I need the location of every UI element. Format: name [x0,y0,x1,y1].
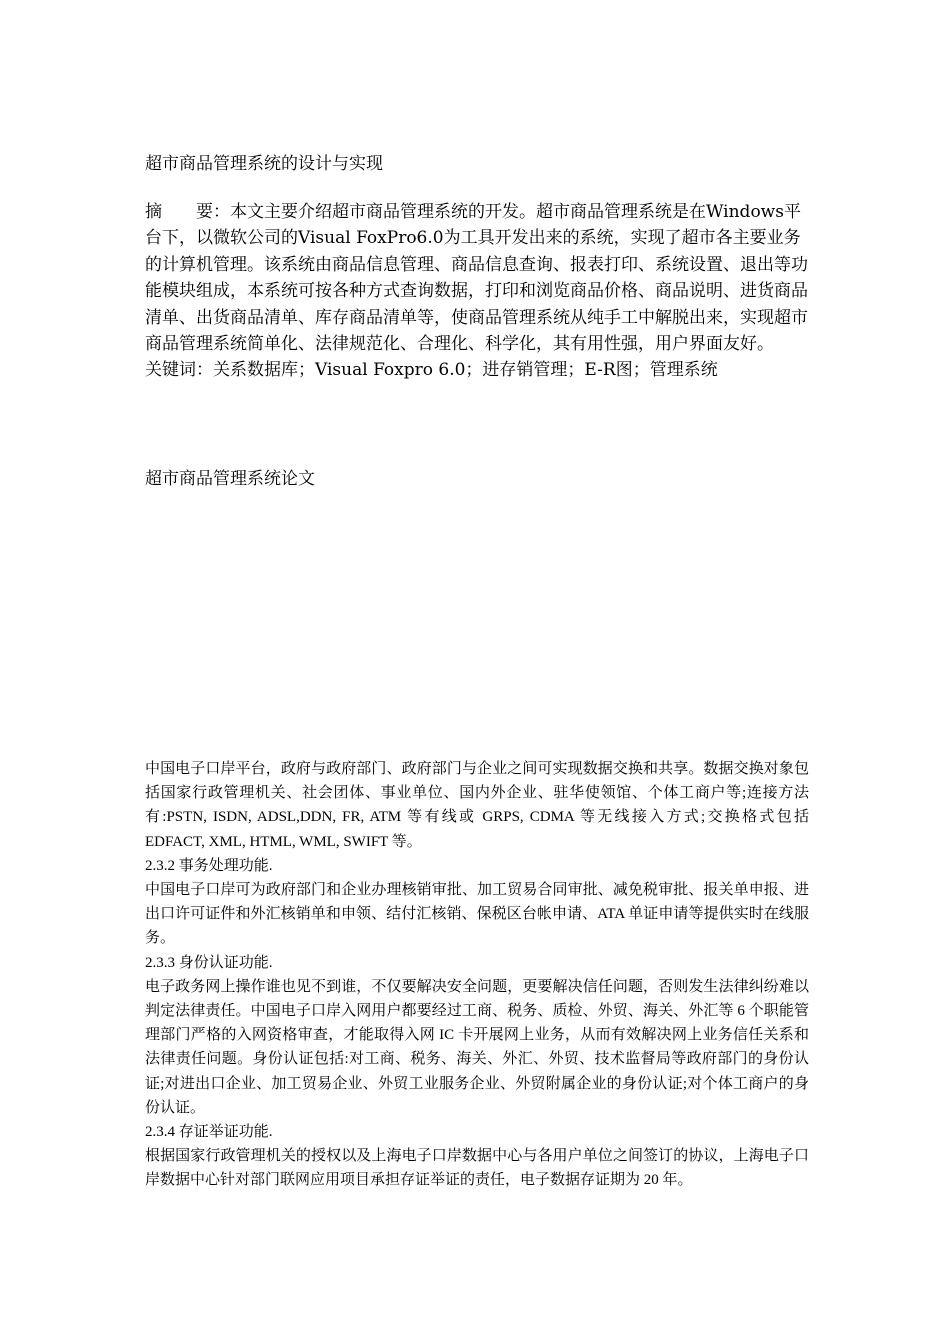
paragraph: 中国电子口岸可为政府部门和企业办理核销审批、加工贸易合同审批、减免税审批、报关单申报、进出口许可证件和外汇核销单和申领、结付汇核销、保税区台帐申请、ATA 单证申请等提供实时在线服务。 [145,882,809,947]
body-text-section [145,757,809,1193]
section-heading: 2.3.4 存证举证功能. [145,1124,273,1141]
section-heading: 2.3.2 事务处理功能. [145,857,273,874]
section-heading: 2.3.3 身份认证功能. [145,954,273,971]
paragraph: 电子政务网上操作谁也见不到谁，不仅要解决安全问题，更要解决信任问题，否则发生法律纠纷难以判定法律责任。中国电子口岸入网用户都要经过工商、税务、质检、外贸、海关、外汇等 6 个职能管理部门严格的入网资格审查，才能取得入网 IC 卡开展网上业务，从而有效解决网上业务信任关系和法律责任问题。身份认证包括:对工商、税务、海关、外汇、外贸、技术监督局等政府部门的身份认证;对进出口企业、加工贸易企业、外贸工业服务企业、外贸附属企业的身份认证;对个体工商户的身份认证。 [145,978,809,1116]
paragraph: 中国电子口岸平台，政府与政府部门、政府部门与企业之间可实现数据交换和共享。数据交换对象包括国家行政管理机关、社会团体、事业单位、国内外企业、驻华使领馆、个体工商户等;连接方法有:PSTN, ISDN, ADSL,DDN, FR, ATM 等有线或 GRPS, CDMA 等无线接入方式;交换格式包括 EDFACT, XML, HTML, WML, SWIFT 等。 [145,761,809,850]
paragraph: 根据国家行政管理机关的授权以及上海电子口岸数据中心与各用户单位之间签订的协议，上海电子口岸数据中心针对部门联网应用项目承担存证举证的责任，电子数据存证期为 20 年。 [145,1148,809,1189]
document-title: 超市商品管理系统的设计与实现 [145,154,383,174]
section-subtitle: 超市商品管理系统论文 [145,469,315,489]
abstract-text: 摘 要：本文主要介绍超市商品管理系统的开发。超市商品管理系统是在Windows平台下，以微软公司的Visual FoxPro6.0为工具开发出来的系统，实现了超市各主要业务的计算机管理。该系统由商品信息管理、商品信息查询、报表打印、系统设置、退出等功能模块组成，本系统可按各种方式查询数据，打印和浏览商品价格、商品说明、进货商品清单、出货商品清单、库存商品清单等，使商品管理系统从纯手工中解脱出来，实现超市商品管理系统简单化、法律规范化、合理化、科学化，其有用性强，用户界面友好。 [145,202,808,355]
keywords-line: 关键词：关系数据库；Visual Foxpro 6.0；进存销管理；E-R图；管理系统 [145,360,718,381]
abstract-section [145,199,810,384]
